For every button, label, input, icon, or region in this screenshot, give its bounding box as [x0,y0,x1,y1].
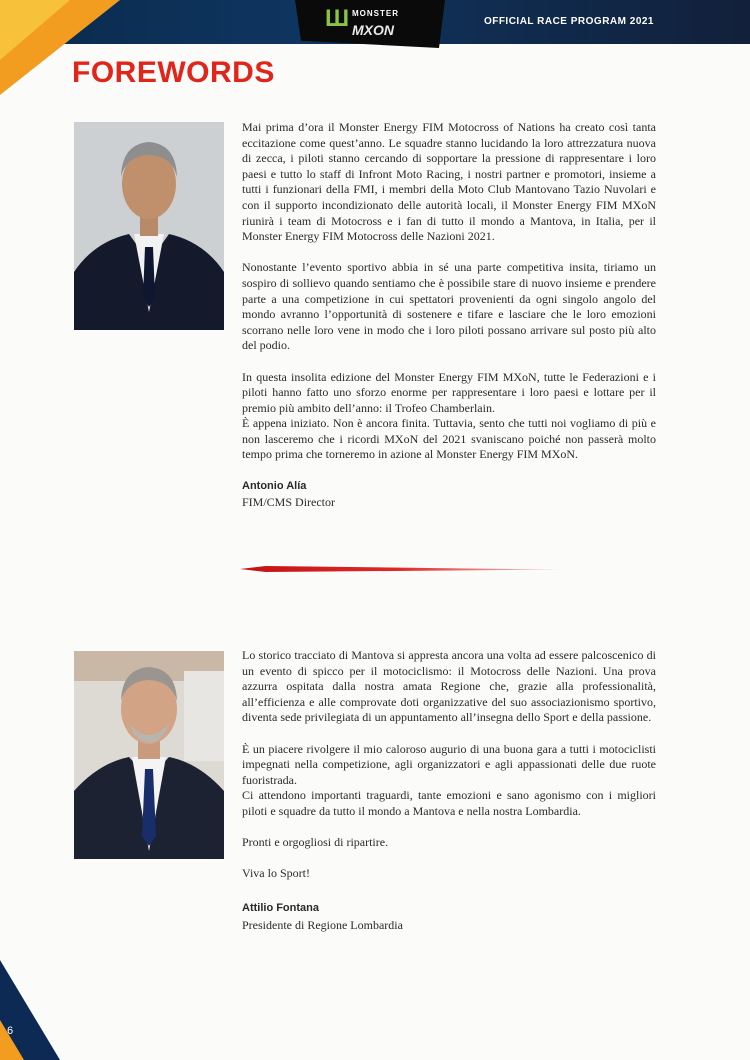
foreword-1-text [242,120,656,511]
logo-line2: MXON [352,22,394,38]
signature-name: Antonio Alía [242,479,307,492]
foreword-1-paragraph: Nonostante l’evento sportivo abbia in sé una parte competitiva insita, tiriamo un sospiro di sollievo quando sentiamo che è possibile stare di nuovo insieme e prendere parte a una competizione in cui spettatori provenienti da ogni singolo angolo del mondo avranno l’opportunità di sostenere e tifare e lasciare che le loro emozioni scorrano nelle loro vene in modo che i loro piloti possano arrivare sul posto più alto del podio. [242,260,656,353]
logo-line1: MONSTER [352,9,399,18]
portrait-photo-attilio-fontana [74,651,224,859]
foreword-2-text [242,648,656,933]
foreword-2-paragraph: Ci attendono importanti traguardi, tante emozioni e sano agonismo con i migliori piloti e squadre da tutto il mondo a Mantova e nella nostra Lombardia. [242,788,656,818]
corner-decoration-top-inner [0,0,70,60]
monster-claw-icon: Ш [325,5,350,32]
signature-role: FIM/CMS Director [242,495,335,510]
header-title: OFFICIAL RACE PROGRAM 2021 [483,16,654,27]
page-number: 6 [7,1025,14,1037]
foreword-1-paragraph: Mai prima d’ora il Monster Energy FIM Motocross of Nations ha creato così tanta eccitazione come quest’anno. Le squadre stanno lucidando la loro attrezzatura nuova di zecca, i piloti stanno cercando di sopportare la pressione di rappresentare i loro paesi e tutto lo staff di Infront Moto Racing, i nostri partner e promotori, insieme a tutti i funzionari della FMI, i membri della Moto Club Mantovano Tazio Nuvolari e con il supporto incondizionato delle autorità locali, il Monster Energy FIM MXoN riunirà i team di Motocross e i fan di tutto il mondo a Mantova, in Italia, per il Monster Energy FIM Motocross delle Nazioni 2021. [242,120,656,244]
red-brush-divider [240,566,562,572]
foreword-2-paragraph: È un piacere rivolgere il mio caloroso augurio di una buona gara a tutti i motociclisti impegnati nella competizione, agli organizzatori e agli appassionati delle due ruote fuoristrada. [242,741,656,787]
foreword-1-paragraph: In questa insolita edizione del Monster Energy FIM MXoN, tutte le Federazioni e i piloti hanno fatto uno sforzo enorme per rappresentare i loro paesi e lottare per il premio più ambito dell’anno: il Trofeo Chamberlain. [242,369,656,415]
foreword-2-paragraph: Pronti e orgogliosi di ripartire. [242,835,389,850]
foreword-2-paragraph: Lo storico tracciato di Mantova si appresta ancora una volta ad essere palcoscenico di un evento di spicco per il motociclismo: il Motocross delle Nazioni. Una prova azzurra ospitata dalla nostra amata Regione che, grazie alla professionalità, all’efficienza e alle comprovate doti organizzative del suo associazionismo sportivo, diventa sede privilegiata di un appuntamento all’insegna dello Sport e della passione. [242,648,656,725]
foreword-1-paragraph: È appena iniziato. Non è ancora finita. Tuttavia, sento che tutti noi vogliamo di più e non lasceremo che i ricordi MXoN del 2021 svaniscano poiché non passerà molto tempo prima che torneremo in azione al Monster Energy FIM MXoN. [242,416,656,462]
portrait-man-suit-icon [74,122,224,330]
page-title: FOREWORDS [72,56,275,89]
portrait-smiling-man-icon [74,651,224,859]
signature-role: Presidente di Regione Lombardia [242,917,403,932]
foreword-2-paragraph: Viva lo Sport! [242,866,310,881]
portrait-photo-antonio-alia [74,122,224,330]
signature-name: Attilio Fontana [242,901,319,914]
